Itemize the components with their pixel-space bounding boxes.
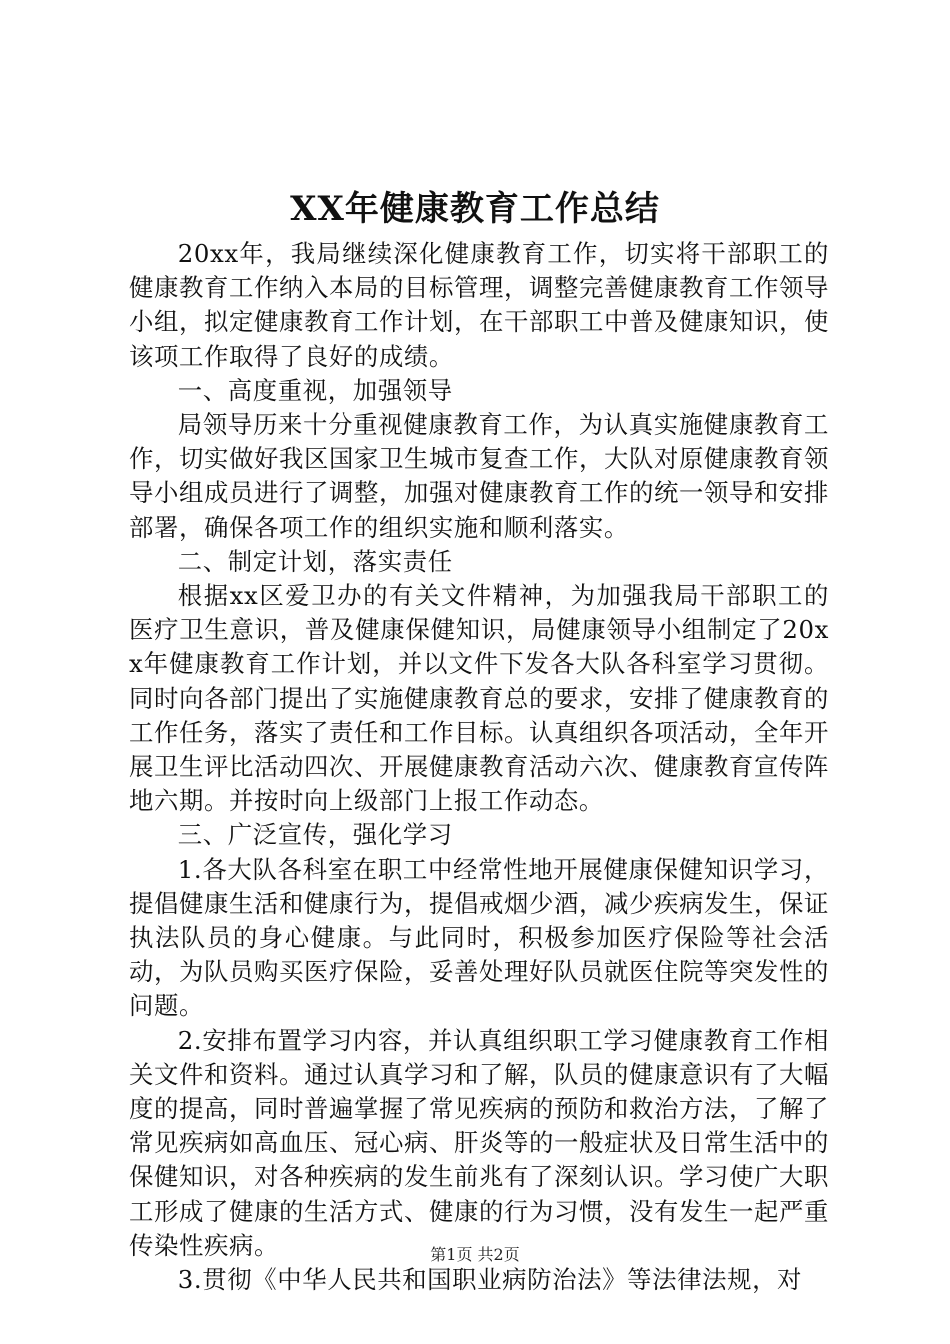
document-title: XX年健康教育工作总结 [290, 189, 660, 229]
paragraph-item-3: 3.贯彻《中华人民共和国职业病防治法》等法律法规，对 [177, 1265, 803, 1295]
paragraph-item-1: 1.各大队各科室在职工中经常性地开展健康保健知识学习，提倡健康生活和健康行为，提倡戒烟少酒，减少疾病发生，保证执法队员的身心健康。与此同时，积极参加医疗保险等社会活动，为队员购买医疗保险，妥善处理好队员就医住院等突发性的问题。 [129, 854, 829, 1021]
paragraph-section-1: 局领导历来十分重视健康教育工作，为认真实施健康教育工作，切实做好我区国家卫生城市复查工作，大队对原健康教育领导小组成员进行了调整，加强对健康教育工作的统一领导和安排部署，确保各项工作的组织实施和顺利落实。 [129, 410, 829, 542]
paragraph-item-2: 2.安排布置学习内容，并认真组织职工学习健康教育工作相关文件和资料。通过认真学习和了解，队员的健康意识有了大幅度的提高，同时普遍掌握了常见疾病的预防和救治方法，了解了常见疾病如高血压、冠心病、肝炎等的一般症状及日常生活中的保健知识，对各种疾病的发生前兆有了深刻认识。学习使广大职工形成了健康的生活方式、健康的行为习惯，没有发生一起严重传染性疾病。 [129, 1025, 829, 1260]
document-body [129, 237, 829, 1297]
section-heading-3: 三、广泛宣传，强化学习 [177, 820, 453, 850]
paragraph-intro: 20xx年，我局继续深化健康教育工作，切实将干部职工的健康教育工作纳入本局的目标管理，调整完善健康教育工作领导小组，拟定健康教育工作计划，在干部职工中普及健康知识，使该项工作取得了良好的成绩。 [129, 239, 829, 371]
section-heading-1: 一、高度重视，加强领导 [177, 375, 453, 405]
section-heading-2: 二、制定计划，落实责任 [177, 546, 453, 576]
page-footer: 第1页 共2页 [430, 1245, 520, 1264]
paragraph-section-2: 根据xx区爱卫办的有关文件精神，为加强我局干部职工的医疗卫生意识，普及健康保健知识，局健康领导小组制定了20xx年健康教育工作计划，并以文件下发各大队各科室学习贯彻。同时向各部门提出了实施健康教育总的要求，安排了健康教育的工作任务，落实了责任和工作目标。认真组织各项活动，全年开展卫生评比活动四次、开展健康教育活动六次、健康教育宣传阵地六期。并按时向上级部门上报工作动态。 [129, 581, 829, 816]
